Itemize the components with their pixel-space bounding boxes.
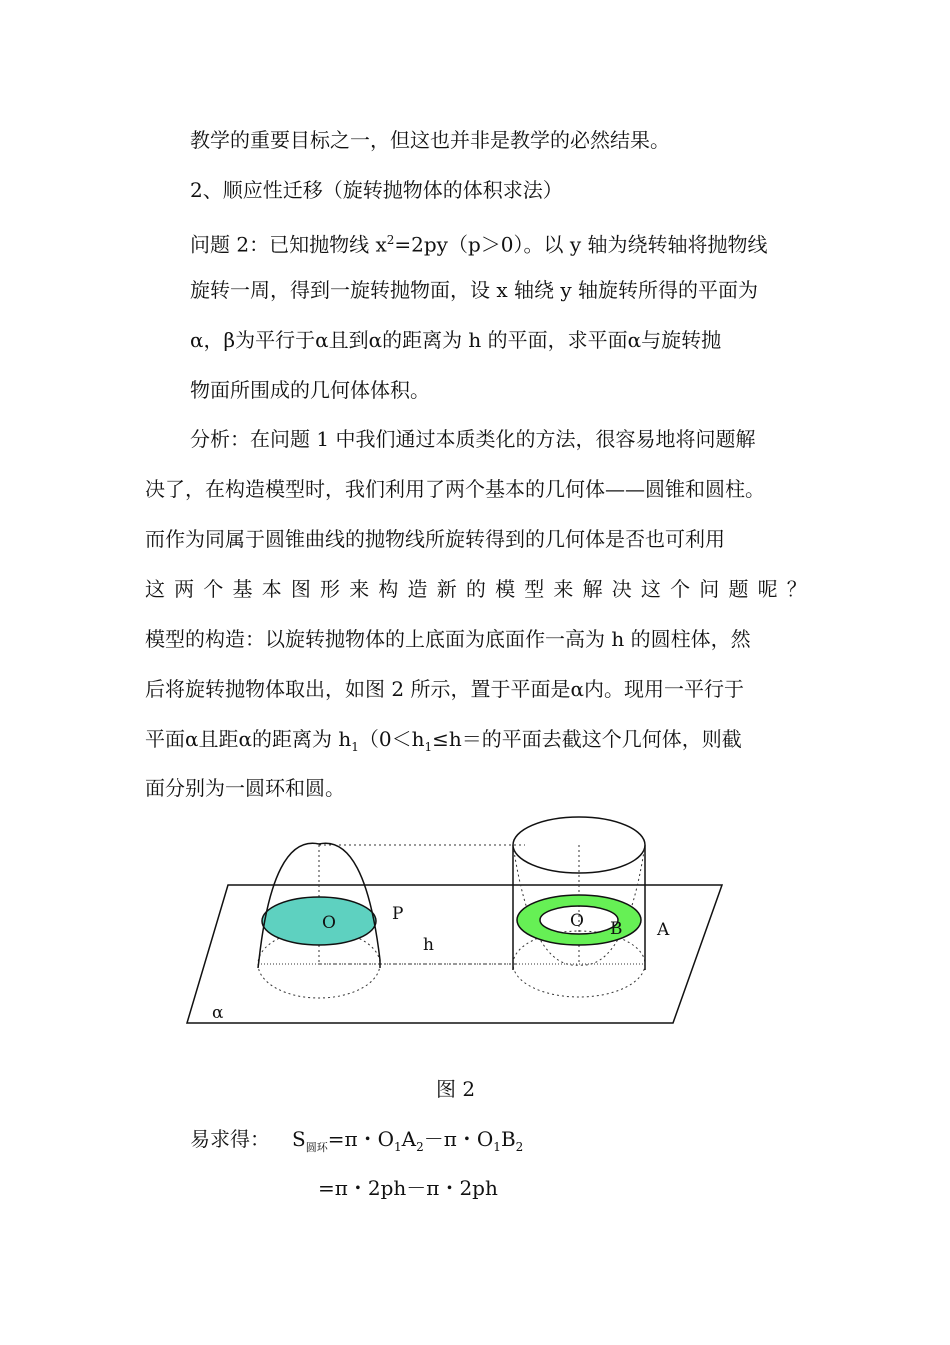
model-line: 模型的构造：以旋转抛物体的上底面为底面作一高为 h 的圆柱体，然 [145, 627, 751, 651]
justified-char: 个 [670, 577, 691, 601]
formula-line-1: 易求得： $S_{圆环}=\pi$・$O_1A_2-\pi$・$O_1B_2$ [190, 1127, 524, 1154]
justified-char: 解 [582, 577, 603, 601]
justified-char: 造 [407, 577, 428, 601]
label-o-right: O [570, 911, 584, 931]
justified-char: 个 [203, 577, 224, 601]
figure-caption: 图 2 [436, 1077, 476, 1101]
model-line: 面分别为一圆环和圆。 [145, 776, 345, 800]
justified-char: ？ [786, 577, 807, 601]
justified-char: 基 [232, 577, 253, 601]
justified-char: 形 [320, 577, 341, 601]
justified-char: 题 [728, 577, 749, 601]
label-a: A [657, 920, 670, 940]
solids-diagram [180, 810, 740, 1040]
justified-char: 来 [553, 577, 574, 601]
justified-char: 模 [495, 577, 516, 601]
label-b: B [610, 919, 623, 939]
justified-char: 型 [524, 577, 545, 601]
justified-char: 本 [261, 577, 282, 601]
analysis-line: 决了，在构造模型时，我们利用了两个基本的几何体——圆锥和圆柱。 [145, 477, 765, 501]
justified-char: 呢 [757, 577, 778, 601]
analysis-line: 而作为同属于圆锥曲线的抛物线所旋转得到的几何体是否也可利用 [145, 527, 725, 551]
justified-char: 图 [290, 577, 311, 601]
justified-char: 来 [349, 577, 370, 601]
justified-char: 这 [640, 577, 661, 601]
justified-char: 构 [378, 577, 399, 601]
formula-line-2: =π・2ph－π・2ph [318, 1176, 498, 1200]
paragraph-line: 教学的重要目标之一，但这也并非是教学的必然结果。 [190, 128, 670, 152]
justified-char: 新 [436, 577, 457, 601]
analysis-line-justified [145, 575, 807, 603]
justified-char: 决 [611, 577, 632, 601]
cross-section-disk [262, 897, 376, 945]
problem-line: 物面所围成的几何体体积。 [190, 378, 430, 402]
justified-char: 问 [699, 577, 720, 601]
problem-line: α，β为平行于α且到α的距离为 h 的平面，求平面α与旋转抛 [190, 328, 722, 352]
justified-char: 两 [174, 577, 195, 601]
model-line: 后将旋转抛物体取出，如图 2 所示，置于平面是α内。现用一平行于 [145, 677, 744, 701]
label-h: h [423, 935, 434, 955]
problem-line: 旋转一周，得到一旋转抛物面，设 x 轴绕 y 轴旋转所得的平面为 [190, 278, 759, 302]
model-line: 平面α且距α的距离为 $h_1(0<h_1\le h=$的平面去截这个几何体，则截 [145, 727, 742, 754]
section-heading: 2、顺应性迁移（旋转抛物体的体积求法） [190, 178, 563, 202]
label-o-left: O [322, 913, 336, 933]
justified-char: 这 [145, 577, 165, 601]
justified-char: 的 [465, 577, 486, 601]
label-p: P [392, 904, 404, 924]
problem-line: 问题 2：已知抛物线 $x^2=2py(p>0)$。以 y 轴为绕转轴将抛物线 [190, 232, 768, 257]
label-alpha: α [212, 1003, 224, 1023]
analysis-line: 分析：在问题 1 中我们通过本质类化的方法，很容易地将问题解 [190, 427, 756, 451]
